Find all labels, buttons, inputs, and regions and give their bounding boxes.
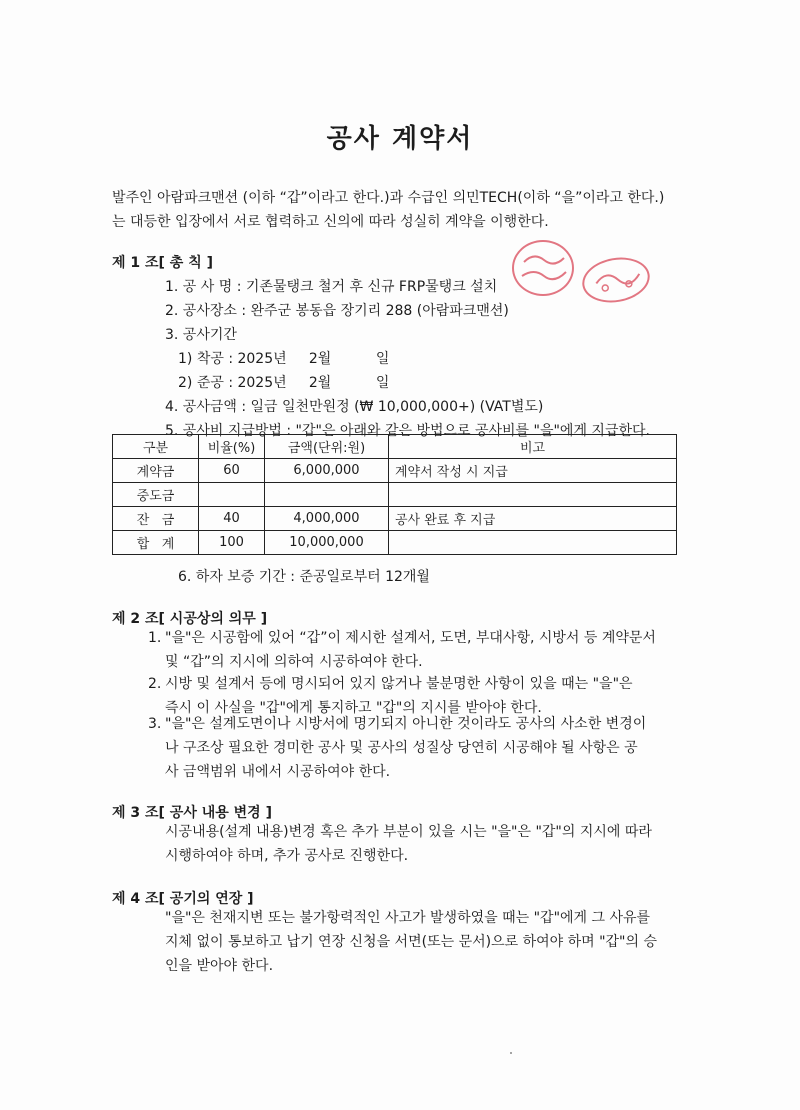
table-row <box>113 507 677 531</box>
table-cell: 계약서 작성 시 지급 <box>389 459 677 483</box>
article-1-subitem: 1) 착공 : 2025년 2월 일 <box>178 351 390 367</box>
scan-speck <box>510 1052 512 1054</box>
table-cell: 100 <box>199 531 265 555</box>
table-row <box>113 531 677 555</box>
table-cell: 공사 완료 후 지급 <box>389 507 677 531</box>
company-seal-left <box>512 240 574 296</box>
para-line: 지체 없이 통보하고 납기 연장 신청을 서면(또는 문서)으로 하여야 하며 "갑"의 승 <box>165 934 657 950</box>
table-header-cell: 금액(단위:원) <box>265 435 389 459</box>
article-1-item: 2. 공사장소 : 완주군 봉동읍 장기리 288 (아람파크맨션) <box>165 303 509 319</box>
article-1-item: 6. 하자 보증 기간 : 준공일로부터 12개월 <box>178 569 430 585</box>
para-line: 시행하여야 하며, 추가 공사로 진행한다. <box>165 848 409 864</box>
intro-line: 발주인 아람파크맨션 (이하 “갑”이라고 한다.)과 수급인 의민TECH(이하 “을”이라고 한다.) <box>112 190 665 206</box>
table-cell <box>389 483 677 507</box>
article-4-title: 제 4 조[ 공기의 연장 ] <box>112 891 254 907</box>
table-cell <box>389 531 677 555</box>
table-cell: 60 <box>199 459 265 483</box>
article-2-title: 제 2 조[ 시공상의 의무 ] <box>112 611 268 627</box>
article-1-item: 4. 공사금액 : 일금 일천만원정 (₩ 10,000,000+) (VAT별도) <box>165 399 544 415</box>
intro-line: 는 대등한 입장에서 서로 협력하고 신의에 따라 성실히 계약을 이행한다. <box>112 214 549 230</box>
article-4-para <box>165 906 685 978</box>
table-cell: 6,000,000 <box>265 459 389 483</box>
document-title: 공사 계약서 <box>326 124 474 154</box>
table-cell <box>199 483 265 507</box>
para-number: 1. <box>148 630 162 646</box>
article-2-para <box>148 626 685 674</box>
table-row <box>113 483 677 507</box>
article-3-title: 제 3 조[ 공사 내용 변경 ] <box>112 805 272 821</box>
table-cell: 중도금 <box>113 483 199 507</box>
article-1-item: 5. 공사비 지급방법 : "갑"은 아래와 같은 방법으로 공사비를 "을"에게 지급한다. <box>165 423 650 439</box>
table-header-cell: 비고 <box>389 435 677 459</box>
article-1-subitem: 2) 준공 : 2025년 2월 일 <box>178 375 390 391</box>
table-cell: 합 계 <box>113 531 199 555</box>
table-cell: 10,000,000 <box>265 531 389 555</box>
para-number: 2. <box>148 676 162 692</box>
table-header-row <box>113 435 677 459</box>
para-line: 즉시 이 사실을 "갑"에게 통지하고 "갑"의 지시를 받아야 한다. <box>165 700 542 716</box>
para-number: 3. <box>148 716 162 732</box>
table-cell: 40 <box>199 507 265 531</box>
article-1-title: 제 1 조[ 총 칙 ] <box>112 255 214 271</box>
table-cell <box>265 483 389 507</box>
para-line: 인을 받아야 한다. <box>165 958 274 974</box>
table-header-cell: 비율(%) <box>199 435 265 459</box>
para-line: "을"은 시공함에 있어 “갑”이 제시한 설계서, 도면, 부대사항, 시방서 등 계약문서 <box>165 630 656 646</box>
intro-paragraph <box>112 186 692 234</box>
para-line: 사 금액범위 내에서 시공하여야 한다. <box>165 764 391 780</box>
article-3-para <box>165 820 685 868</box>
article-1-item: 3. 공사기간 <box>165 327 237 343</box>
para-line: "을"은 천재지변 또는 불가항력적인 사고가 발생하였을 때는 "갑"에게 그 사유를 <box>165 910 651 926</box>
para-line: 및 “갑”의 지시에 의하여 시공하여야 한다. <box>165 654 423 670</box>
para-line: 나 구조상 필요한 경미한 공사 및 공사의 성질상 당연히 시공해야 될 사항은 공 <box>165 740 638 756</box>
article-2-para <box>148 712 685 784</box>
company-seal-right <box>579 252 654 307</box>
para-line: 시공내용(설계 내용)변경 혹은 추가 부분이 있을 시는 "을"은 "갑"의 지시에 따라 <box>165 824 652 840</box>
table-row <box>113 459 677 483</box>
payment-table <box>112 434 677 555</box>
article-1-item: 1. 공 사 명 : 기존물탱크 철거 후 신규 FRP물탱크 설치 <box>165 279 498 295</box>
table-cell: 계약금 <box>113 459 199 483</box>
seal-left-icon <box>514 242 572 294</box>
para-line: "을"은 설계도면이나 시방서에 명기되지 아니한 것이라도 공사의 사소한 변경이 <box>165 716 647 732</box>
para-line: 시방 및 설계서 등에 명시되어 있지 않거나 불분명한 사항이 있을 때는 "을"은 <box>165 676 633 692</box>
table-cell: 잔 금 <box>113 507 199 531</box>
table-header-cell: 구분 <box>113 435 199 459</box>
table-cell: 4,000,000 <box>265 507 389 531</box>
seal-right-icon <box>581 255 651 306</box>
